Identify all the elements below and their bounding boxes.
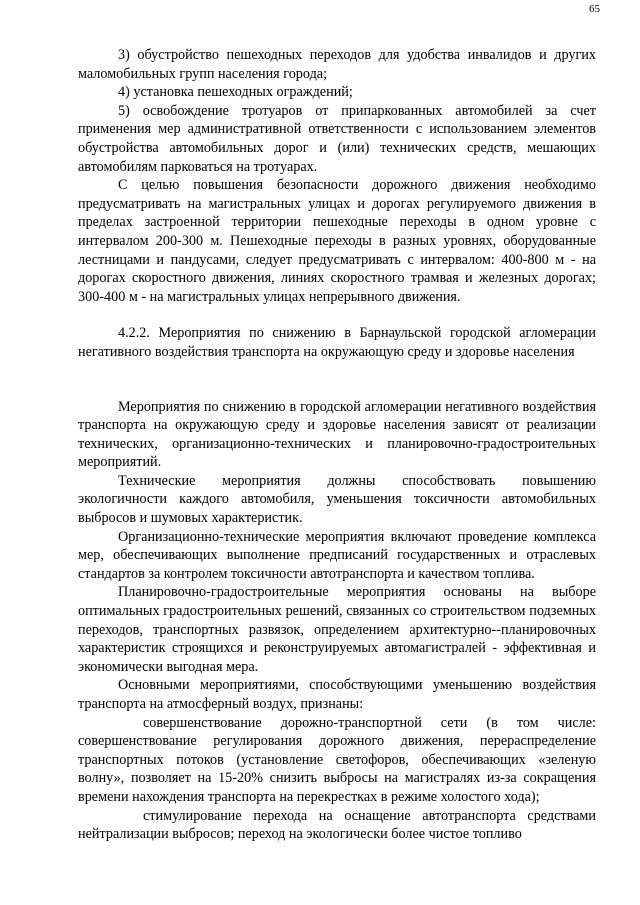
paragraph-measures-intro: Мероприятия по снижению в городской агломерации негативного воздействия транспорта на окружающую среду и здоровье населения зависят от реализации технических, организационно-технических и планировочно-градостроительных мероприятий. [78,398,596,471]
paragraph-neutralization: стимулирование перехода на оснащение автотранспорта средствами нейтрализации выбросов; переход на экологически более чистое топливо [78,807,596,843]
paragraph-planning-measures: Планировочно-градостроительные мероприятия основаны на выборе оптимальных градостроительных решений, связанных со строительством подземных переходов, транспортных развязок, определением архитектурно--планировочных характеристик строящихся и реконструируемых автомагистралей - эффективная и экономически выгодная мера. [78,584,596,675]
page-number: 65 [589,3,600,15]
paragraph-road-network: совершенствование дорожно-транспортной сети (в том числе: совершенствование регулирования дорожного движения, перераспределение транспортных потоков (установление светофоров, обеспечивающих «зеленую волну», позволяет на 15-20% снизить выбросы на магистралях из-за сокращения времени нахождения транспорта на перекрестках в режиме холостого хода); [78,714,596,805]
list-item-5: 5) освобождение тротуаров от припаркованных автомобилей за счет применения мер административной ответственности с использованием элементов обустройства автомобильных дорог и (или) технических средств, мешающих автомобилям парковаться на тротуарах. [78,102,596,175]
paragraph-technical-measures: Технические мероприятия должны способствовать повышению экологичности каждого автомобиля, уменьшения токсичности автомобильных выбросов и шумовых характеристик. [78,472,596,527]
section-heading: 4.2.2. Мероприятия по снижению в Барнаульской городской агломерации негативного воздействия транспорта на окружающую среду и здоровье населения [78,325,596,360]
page-body [78,46,596,844]
paragraph-pedestrian-crossings: С целью повышения безопасности дорожного движения необходимо предусматривать на магистральных улицах и дорогах регулируемого движения в пределах застроенной территории пешеходные переходы в одном уровне с интервалом 200-300 м. Пешеходные переходы в разных уровнях, оборудованные лестницами и пандусами, следует предусматривать с интервалом: 400-800 м - на дорогах скоростного движения, линиях скоростного трамвая и железных дорогах; 300-400 м - на магистральных улицах непрерывного движения. [78,177,596,305]
list-item-4: 4) установка пешеходных ограждений; [118,84,353,101]
paragraph-organizational-measures: Организационно-технические мероприятия включают проведение комплекса мер, обеспечивающих выполнение предписаний государственных и отраслевых стандартов за контролем токсичности автотранспорта и качеством топлива. [78,528,596,582]
list-item-3: 3) обустройство пешеходных переходов для удобства инвалидов и других маломобильных групп населения города; [78,47,596,82]
paragraph-main-measures: Основными мероприятиями, способствующими уменьшению воздействия транспорта на атмосферный воздух, признаны: [78,677,596,712]
